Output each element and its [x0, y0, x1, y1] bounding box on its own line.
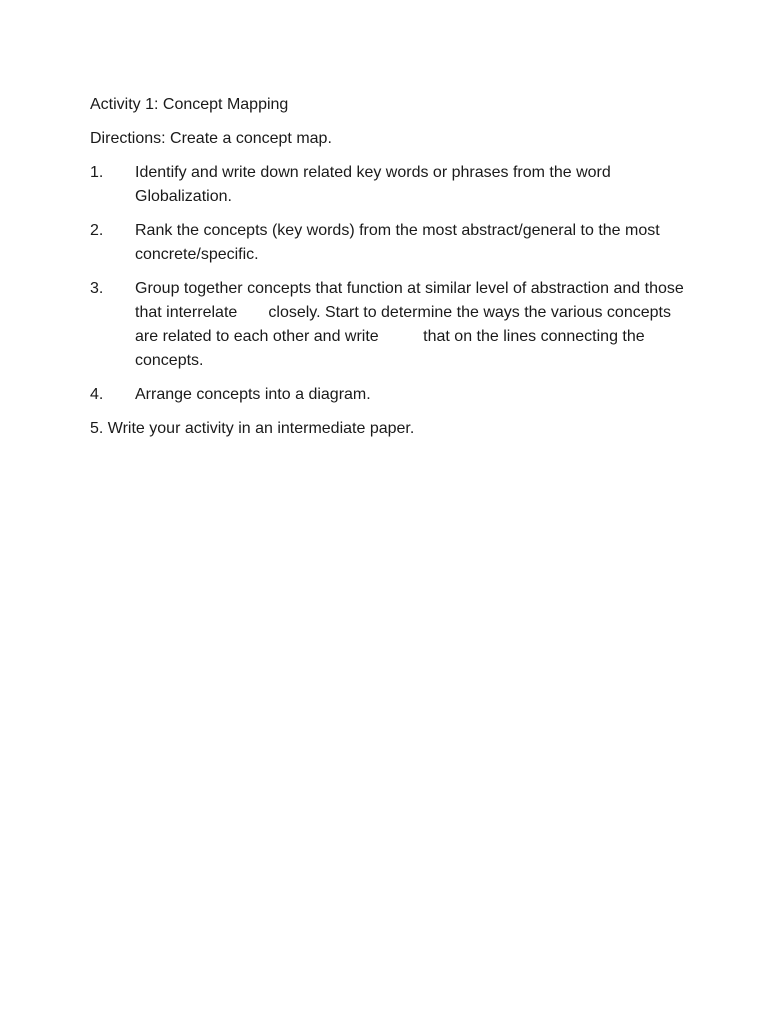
list-item: [90, 161, 690, 209]
step-number: 1.: [90, 164, 104, 181]
step-number: 3.: [90, 280, 104, 297]
step-text: Identify and write down related key words or phrases from the word Globalization.: [135, 164, 616, 205]
document-body: [90, 93, 690, 441]
list-item: [90, 383, 690, 407]
step-number: 4.: [90, 386, 104, 403]
step-number: 2.: [90, 222, 104, 239]
step-text: Group together concepts that function at similar level of abstraction and those that interrelate closely. Start to determine the ways the various concepts are related to each other and write that on the lines connecting the concepts.: [135, 280, 689, 369]
final-instruction: 5. Write your activity in an intermediate paper.: [90, 420, 415, 437]
directions-text: Directions: Create a concept map.: [90, 130, 332, 147]
step-text: Arrange concepts into a diagram.: [135, 386, 371, 403]
list-item: [90, 219, 690, 267]
activity-title: Activity 1: Concept Mapping: [90, 96, 289, 113]
list-item: [90, 277, 690, 373]
step-text: Rank the concepts (key words) from the most abstract/general to the most concrete/specific.: [135, 222, 665, 263]
